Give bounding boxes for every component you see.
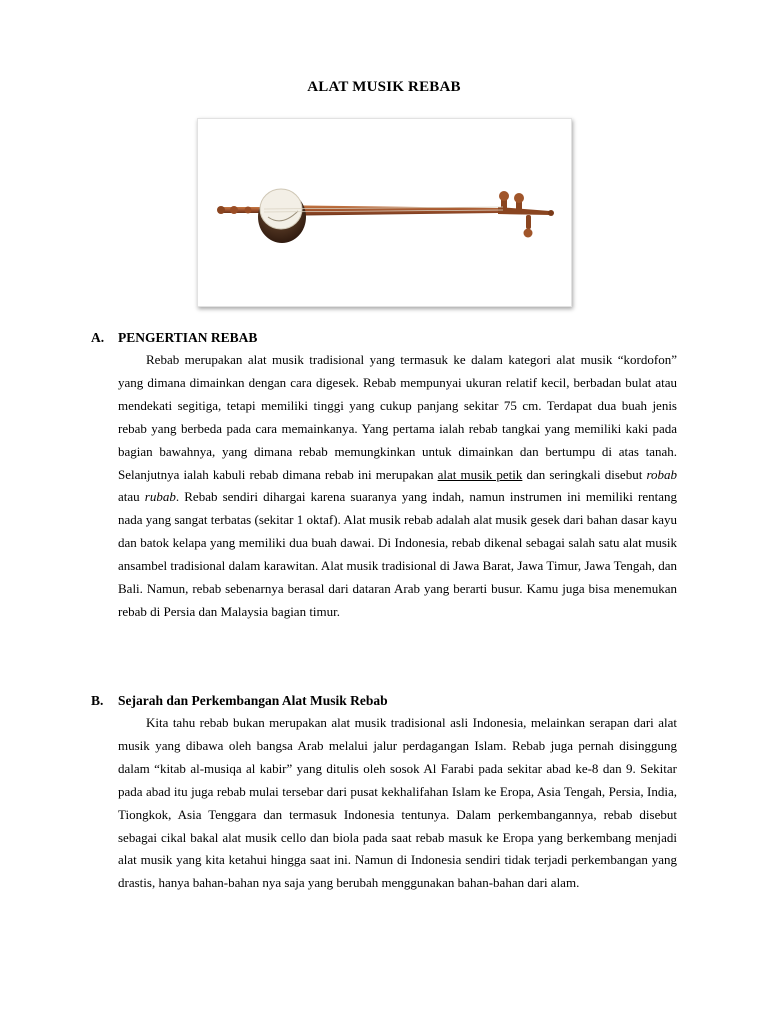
section-b-number: B. xyxy=(91,693,104,708)
section-b-title: Sejarah dan Perkembangan Alat Musik Rebab xyxy=(118,693,388,708)
section-a-text-3: atau xyxy=(118,489,140,505)
section-a-heading xyxy=(91,330,257,346)
section-a-text-4: . Rebab sendiri dihargai karena suaranya yang indah, namun instrumen ini memiliki rentang nada yang sangat terbatas (sekitar 1 oktaf). Alat musik rebab adalah alat musik gesek dari bahan dasar kayu dan batok kelapa yang memiliki dua buah dawai. Di Indonesia, rebab dikenal sebagai salah satu alat musik ansambel tradisional dalam karawitan. Alat musik tradisional di Jawa Barat, Jawa Timur, Jawa Tengah, dan Bali. Namun, rebab sebenarnya berasal dari dataran Arab yang berarti busur. Kamu juga bisa menemukan rebab di Persia dan Malaysia bagian timur. xyxy=(118,489,677,619)
rebab-foot xyxy=(217,206,262,214)
rebab-body xyxy=(258,189,306,243)
section-a-number: A. xyxy=(91,330,105,345)
robab-term: robab xyxy=(646,466,678,482)
document-title: ALAT MUSIK REBAB xyxy=(307,79,461,95)
section-a-text-1: Rebab merupakan alat musik tradisional yang termasuk ke dalam kategori alat musik “kordofon” yang dimana dimainkan dengan cara digesek. Rebab mempunyai ukuran relatif kecil, berbadan bulat atau mendekati segitiga, tetapi memiliki tinggi yang cukup panjang sekitar 75 cm. Terdapat dua buah jenis rebab yang berbeda pada cara memainkanya. Yang pertama ialah rebab tangkai yang memiliki kaki pada bagian bawahnya, yang dimana rebab memungkinkan untuk dimainkan dan bertumpu di atas tanah. Selanjutnya ialah kabuli rebab dimana rebab ini merupakan xyxy=(118,352,677,482)
rubab-term: rubab xyxy=(144,489,176,505)
section-b-paragraph: Kita tahu rebab bukan merupakan alat musik tradisional asli Indonesia, melainkan serapan dari alat musik yang dibawa oleh bangsa Arab melalui jalur perdagangan Islam. Rebab juga pernah disinggung dalam “kitab al-musiqa al kabir” yang ditulis oleh sosok Al Farabi pada sekitar abad ke-8 dan 9. Sekitar pada abad itu juga rebab mulai tersebar dari pusat kekhalifahan Islam ke Eropa, Asia Tengah, Persia, India, Tiongkok, Asia Tenggara dan termasuk Indonesia tentunya. Dalam perkembangannya, rebab disebut sebagai cikal bakal alat musik cello dan biola pada saat rebab masuk ke Eropa yang berkembang menjadi alat musik yang kita ketahui hingga saat ini. Namun di Indonesia sendiri tidak terjadi perkembangan yang drastis, hanya bahan-bahan nya saja yang berubah menggunakan bahan-bahan dari alam. xyxy=(118,715,677,891)
rebab-illustration xyxy=(198,119,571,306)
section-b-heading xyxy=(91,693,388,709)
section-a-paragraph xyxy=(118,349,677,624)
rebab-figure xyxy=(197,118,572,307)
alat-musik-petik-link[interactable]: alat musik petik xyxy=(437,466,523,482)
section-a-text-2: dan seringkali disebut xyxy=(526,466,643,482)
section-a-title: PENGERTIAN REBAB xyxy=(118,330,258,345)
